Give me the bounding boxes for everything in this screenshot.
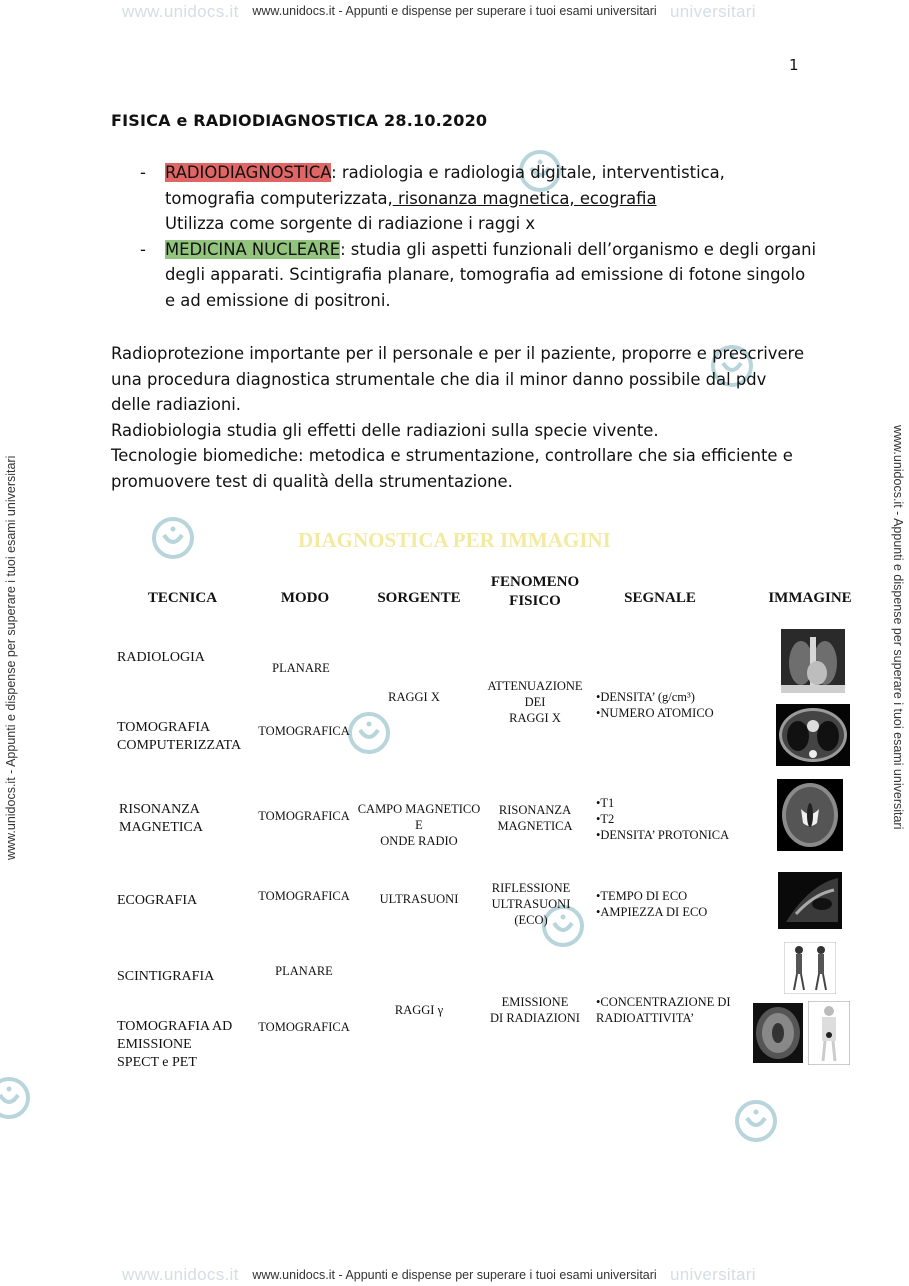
fenomeno-att-3: RAGGI X: [509, 711, 561, 725]
tecnica-radiologia: RADIOLOGIA: [117, 650, 205, 665]
fenomeno-em-1: EMISSIONE: [501, 995, 569, 1009]
fenomeno-att-1: ATTENUAZIONE: [487, 679, 583, 693]
segnale-densita: [596, 689, 714, 721]
fenomeno-eco-3: (ECO): [514, 913, 548, 927]
fenomeno-em-2: DI RADIAZIONI: [490, 1011, 580, 1025]
segnale-concentrazione: [596, 994, 731, 1026]
modo-3: TOMOGRAFICA: [258, 809, 350, 823]
tecnica-pet-3: SPECT e PET: [117, 1055, 197, 1070]
tecnica-pet: [117, 1018, 232, 1072]
tecnica-rm-2: MAGNETICA: [119, 820, 203, 835]
watermark-logo-icon: [733, 1098, 779, 1144]
segnale-rm-1: •T1: [596, 796, 615, 810]
pet-body-image: [808, 1001, 850, 1065]
watermark-ghost-right-bottom: universitari: [670, 1265, 756, 1284]
bullet-item-medicina-nucleare: [140, 237, 820, 314]
header-fenomeno: [475, 573, 595, 611]
bullet-dash: -: [140, 163, 146, 182]
highlight-radiodiagnostica: RADIODIAGNOSTICA: [165, 163, 332, 182]
watermark-ghost-left-top: www.unidocs.it: [122, 2, 239, 21]
ultrasound-image: [778, 872, 842, 929]
segnale-rm: [596, 795, 729, 843]
bullet-item-radiodiagnostica: [140, 160, 820, 237]
watermark-ghost-left-bottom: www.unidocs.it: [122, 1265, 239, 1284]
paragraph-radioprotezione: Radioprotezione importante per il personale e per il paziente, proporre e prescrivere una procedura diagnostica strumentale che dia il minor danno possibile dal pdv delle radiazioni.: [111, 344, 805, 415]
fenomeno-risonanza: [480, 802, 590, 834]
segnale-eco-2: •AMPIEZZA DI ECO: [596, 905, 708, 919]
header-tecnica: TECNICA: [147, 590, 218, 606]
segnale-eco: [596, 888, 707, 920]
bullet-text: [165, 237, 820, 314]
segnale-densita-2: •NUMERO ATOMICO: [596, 706, 714, 720]
fenomeno-eco-1: RIFLESSIONE: [491, 881, 571, 895]
body-paragraphs: [111, 341, 811, 495]
watermark-left-side: www.unidocs.it - Appunti e dispense per superare i tuoi esami universitari: [4, 455, 18, 860]
ct-scan-image: [776, 704, 850, 766]
bullet-list: [140, 160, 820, 314]
watermark-header: www.unidocs.it - Appunti e dispense per superare i tuoi esami universitari: [252, 4, 657, 18]
sorgente-campo-magnetico: [354, 801, 484, 849]
watermark-logo-icon: [0, 1075, 32, 1121]
fenomeno-eco-2: ULTRASUONI: [491, 897, 571, 911]
tecnica-rm-1: RISONANZA: [119, 802, 200, 817]
modo-4: TOMOGRAFICA: [258, 889, 350, 903]
tecnica-eco: ECOGRAFIA: [117, 893, 198, 908]
sorgente-rm-1: CAMPO MAGNETICO: [357, 802, 481, 816]
bullet-body-2: Utilizza come sorgente di radiazione i raggi x: [165, 214, 536, 234]
fenomeno-emissione: [480, 994, 590, 1026]
segnale-densita-1: •DENSITA’ (g/cm³): [596, 690, 695, 704]
tecnica-pet-2: EMISSIONE: [117, 1037, 192, 1052]
segnale-conc-1: •CONCENTRAZIONE DI: [596, 995, 731, 1009]
paragraph-tecnologie: Tecnologie biomediche: metodica e strumentazione, controllare che sia efficiente e promuovere test di qualità della strumentazione.: [111, 446, 793, 491]
tecnica-rm: [119, 801, 203, 837]
chest-xray-image: [781, 629, 845, 693]
watermark-ghost-right-top: universitari: [670, 2, 756, 21]
tecnica-tc-1: TOMOGRAFIA: [117, 720, 211, 735]
modo-5: PLANARE: [275, 964, 333, 978]
segnale-rm-3: •DENSITA’ PROTONICA: [596, 828, 730, 842]
sorgente-rm-3: ONDE RADIO: [380, 834, 458, 848]
fenomeno-rm-1: RISONANZA: [498, 803, 572, 817]
page-number: 1: [789, 56, 799, 74]
sorgente-rm-2: E: [415, 818, 423, 832]
sorgente-raggi-gamma: RAGGI γ: [394, 1003, 444, 1017]
bullet-dash: -: [140, 239, 146, 259]
watermark-logo-icon: [346, 710, 392, 756]
paragraph-radiobiologia: Radiobiologia studia gli effetti delle radiazioni sulla specie vivente.: [111, 420, 659, 440]
tecnica-pet-1: TOMOGRAFIA AD: [117, 1019, 233, 1034]
header-modo: MODO: [280, 590, 330, 606]
fenomeno-riflessione: [476, 880, 586, 928]
modo-2: TOMOGRAFICA: [258, 724, 350, 738]
watermark-footer: www.unidocs.it - Appunti e dispense per superare i tuoi esami universitari: [252, 1268, 657, 1282]
modo-1: PLANARE: [272, 661, 330, 675]
modo-6: TOMOGRAFICA: [258, 1020, 350, 1034]
bullet-text: [165, 160, 820, 237]
segnale-rm-2: •T2: [596, 812, 615, 826]
header-sorgente: SORGENTE: [377, 590, 461, 606]
sorgente-ultrasuoni: ULTRASUONI: [379, 892, 459, 906]
header-segnale: SEGNALE: [624, 590, 696, 606]
header-fenomeno-2: FISICO: [509, 593, 561, 609]
tecnica-tc: [117, 719, 241, 755]
bullet-body: : radiologia e radiologia digitale, interventistica, tomografia computerizzata,: [165, 163, 725, 208]
fenomeno-att-2: DEI: [524, 695, 546, 709]
fenomeno-rm-2: MAGNETICA: [497, 819, 573, 833]
header-fenomeno-1: FENOMENO: [490, 574, 580, 590]
mri-brain-image: [777, 779, 843, 851]
scintigraphy-image: [784, 942, 836, 994]
tecnica-tc-2: COMPUTERIZZATA: [117, 738, 242, 753]
segnale-conc-2: RADIOATTIVITA’: [596, 1011, 695, 1025]
document-title: FISICA e RADIODIAGNOSTICA 28.10.2020: [111, 111, 488, 130]
header-immagine: IMMAGINE: [768, 590, 852, 606]
figure-title: DIAGNOSTICA PER IMMAGINI: [298, 528, 611, 552]
highlight-medicina-nucleare: MEDICINA NUCLEARE: [165, 239, 341, 259]
sorgente-raggi-x: RAGGI X: [388, 690, 440, 704]
bullet-body: : studia gli aspetti funzionali dell’organismo e degli organi degli apparati. Scintigrafia planare, tomografia ad emissione di fotone singolo e ad emissione di positroni.: [165, 239, 817, 310]
watermark-right-side: www.unidocs.it - Appunti e dispense per superare i tuoi esami universitari: [891, 425, 905, 830]
underlined-text: risonanza magnetica, ecografia: [392, 188, 657, 208]
tecnica-scintigrafia: SCINTIGRAFIA: [117, 969, 215, 984]
spect-brain-image: [753, 1003, 803, 1063]
fenomeno-attenuazione: [480, 678, 590, 726]
segnale-eco-1: •TEMPO DI ECO: [596, 889, 688, 903]
